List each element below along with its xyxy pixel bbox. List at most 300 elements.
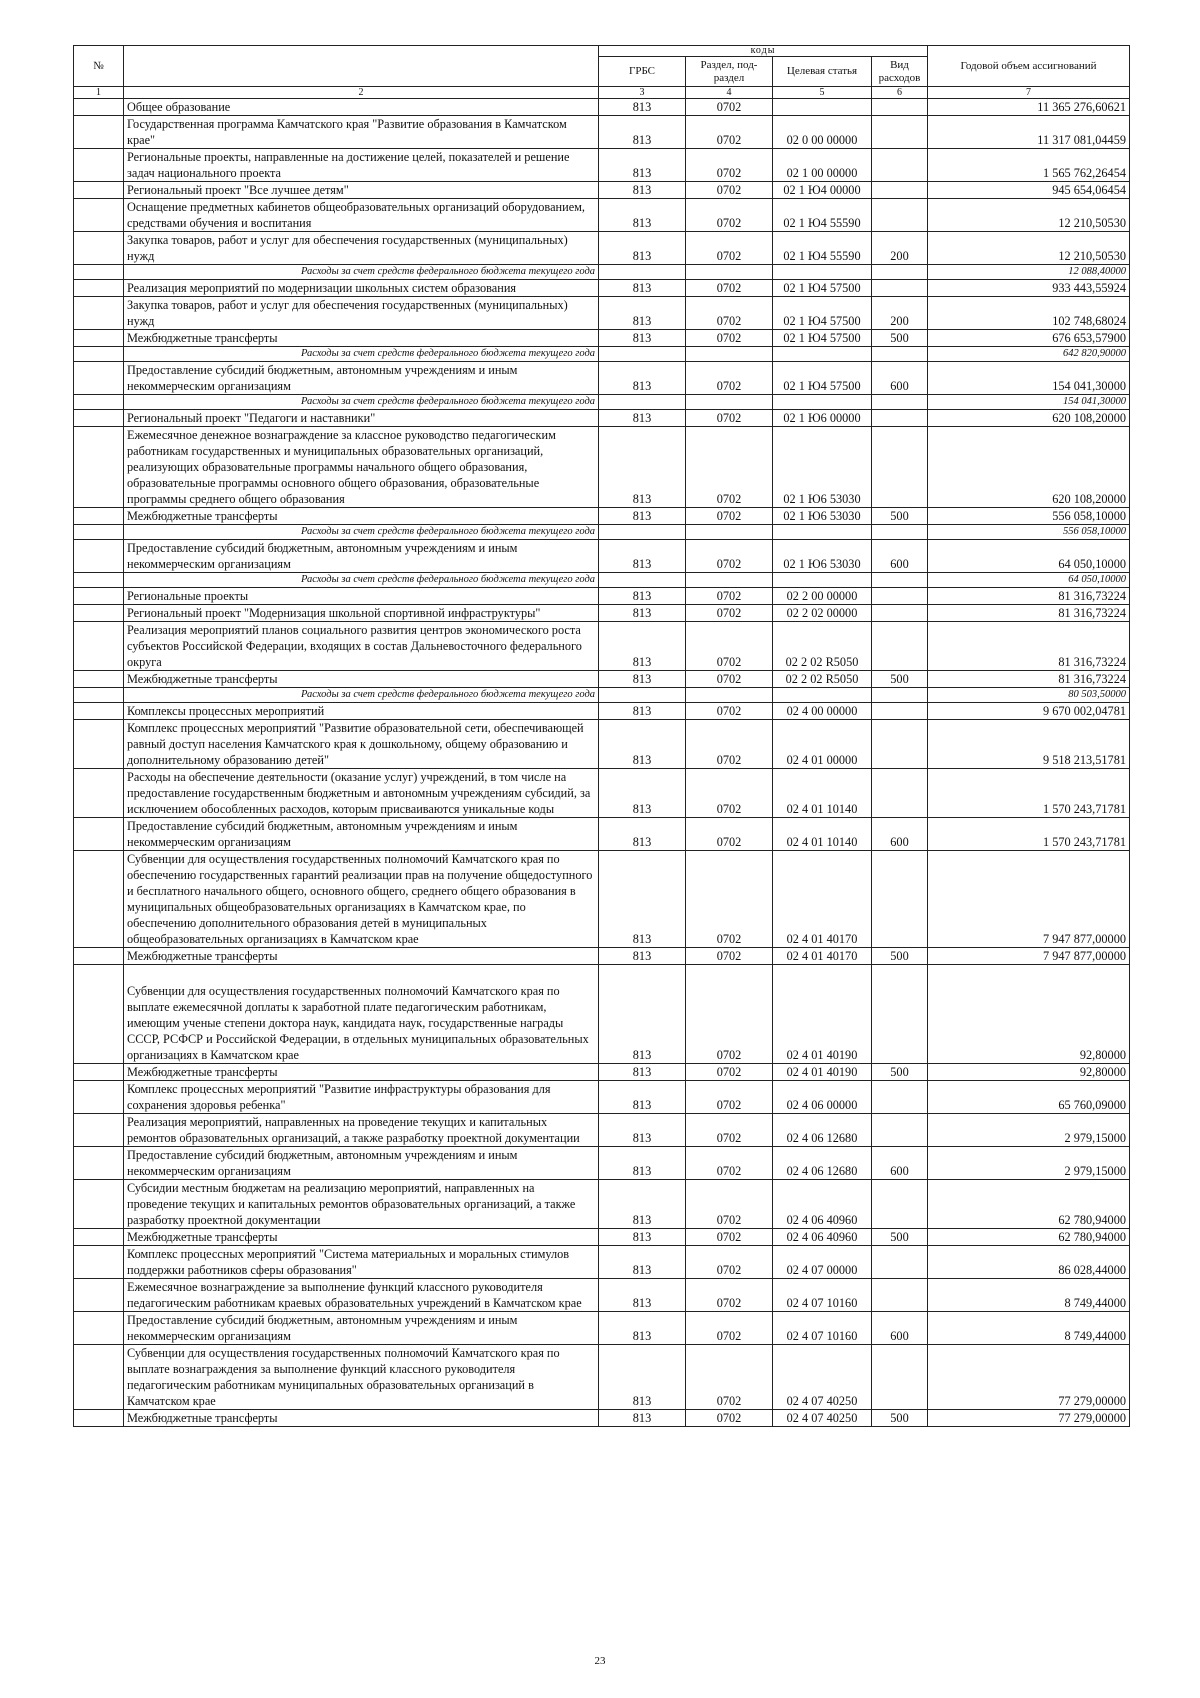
row-name-cell: Региональные проекты [124,588,599,605]
sum-cell: 64 050,10000 [928,573,1130,588]
razdel-cell: 0702 [686,1114,773,1147]
tselevaya-cell [773,347,872,362]
row-number-cell [74,1279,124,1312]
grbs-cell: 813 [599,1064,686,1081]
row-name-cell: Ежемесячное денежное вознаграждение за классное руководство педагогическим работникам государственных и муниципальных образовательных организаций, реализующих образовательные программы начального общего образования, образовательные программы основного общего образования, образовательные программы среднего общего образования [124,427,599,508]
tselevaya-cell: 02 4 01 40170 [773,851,872,948]
row-name-cell: Региональный проект "Все лучшее детям" [124,182,599,199]
vid-cell [872,688,928,703]
sum-cell: 9 670 002,04781 [928,703,1130,720]
row-number-cell [74,525,124,540]
sum-cell: 2 979,15000 [928,1114,1130,1147]
page-number: 23 [594,1655,606,1667]
table-row [74,622,1130,671]
vid-cell: 500 [872,330,928,347]
row-name-cell: Предоставление субсидий бюджетным, автономным учреждениям и иным некоммерческим организациям [124,1312,599,1345]
header-razdel: Раздел, под-раздел [686,57,773,87]
row-name-cell: Субсидии местным бюджетам на реализацию мероприятий, направленных на проведение текущих и капитальных ремонтов образовательных организаций, а также разработку проектной документации [124,1180,599,1229]
grbs-cell: 813 [599,149,686,182]
row-number-cell [74,622,124,671]
razdel-cell: 0702 [686,116,773,149]
vid-cell [872,149,928,182]
vid-cell [872,851,928,948]
tselevaya-cell: 02 0 00 00000 [773,116,872,149]
vid-cell: 600 [872,818,928,851]
razdel-cell: 0702 [686,851,773,948]
table-row [74,851,1130,948]
grbs-cell: 813 [599,508,686,525]
vid-cell: 500 [872,1064,928,1081]
vid-cell [872,588,928,605]
grbs-cell [599,688,686,703]
vid-cell: 500 [872,1410,928,1427]
grbs-cell: 813 [599,948,686,965]
row-name-cell: Комплекс процессных мероприятий "Развитие образовательной сети, обеспечивающей равный доступ населения Камчатского края к дошкольному, общему образованию и дополнительному образованию детей" [124,720,599,769]
razdel-cell: 0702 [686,965,773,1064]
razdel-cell [686,525,773,540]
table-row [74,280,1130,297]
razdel-cell: 0702 [686,818,773,851]
sum-cell: 62 780,94000 [928,1180,1130,1229]
vid-cell: 200 [872,232,928,265]
row-name-cell: Реализация мероприятий, направленных на проведение текущих и капитальных ремонтов образовательных организаций, а также разработку проектной документации [124,1114,599,1147]
grbs-cell: 813 [599,851,686,948]
grbs-cell: 813 [599,116,686,149]
sum-cell: 154 041,30000 [928,362,1130,395]
grbs-cell: 813 [599,965,686,1064]
row-number-cell [74,573,124,588]
tselevaya-cell: 02 4 01 10140 [773,818,872,851]
tselevaya-cell [773,525,872,540]
vid-cell [872,1246,928,1279]
sum-cell: 556 058,10000 [928,525,1130,540]
grbs-cell: 813 [599,622,686,671]
razdel-cell: 0702 [686,1180,773,1229]
table-header [74,46,1130,99]
tselevaya-cell: 02 4 01 40170 [773,948,872,965]
row-name-cell: Субвенции для осуществления государственных полномочий Камчатского края по выплате вознаграждения за выполнение функций классного руководителя педагогическим работникам муниципальных образовательных организаций в Камчатском крае [124,1345,599,1410]
row-name-cell: Региональные проекты, направленные на достижение целей, показателей и решение задач национального проекта [124,149,599,182]
tselevaya-cell: 02 4 00 00000 [773,703,872,720]
tselevaya-cell: 02 2 02 R5050 [773,622,872,671]
tselevaya-cell: 02 4 06 40960 [773,1180,872,1229]
vid-cell: 500 [872,1229,928,1246]
grbs-cell: 813 [599,588,686,605]
column-number: 5 [773,87,872,99]
tselevaya-cell: 02 1 00 00000 [773,149,872,182]
grbs-cell: 813 [599,1229,686,1246]
sum-cell: 154 041,30000 [928,395,1130,410]
row-name-cell: Межбюджетные трансферты [124,1229,599,1246]
tselevaya-cell: 02 4 07 00000 [773,1246,872,1279]
sum-cell: 1 565 762,26454 [928,149,1130,182]
column-number: 7 [928,87,1130,99]
column-number-row [74,87,1130,99]
tselevaya-cell: 02 1 Ю4 55590 [773,199,872,232]
grbs-cell [599,347,686,362]
vid-cell [872,573,928,588]
row-name-cell: Закупка товаров, работ и услуг для обеспечения государственных (муниципальных) нужд [124,232,599,265]
budget-sheet [73,45,1129,1427]
row-number-cell [74,703,124,720]
row-name-cell: Межбюджетные трансферты [124,1064,599,1081]
row-name-cell: Ежемесячное вознаграждение за выполнение функций классного руководителя педагогическим работникам краевых образовательных учреждений в Камчатском крае [124,1279,599,1312]
row-name-cell: Предоставление субсидий бюджетным, автономным учреждениям и иным некоммерческим организациям [124,540,599,573]
row-number-cell [74,1246,124,1279]
vid-cell [872,703,928,720]
table-row [74,948,1130,965]
row-name-cell: Субвенции для осуществления государственных полномочий Камчатского края по обеспечению государственных гарантий реализации прав на получение общедоступного и бесплатного начального общего, основного общего, среднего общего образования в муниципальных общеобразовательных организациях в Камчатском крае, по обеспечению дополнительного образования детей в муниципальных общеобразовательных организациях в Камчатском крае [124,851,599,948]
row-number-cell [74,588,124,605]
razdel-cell: 0702 [686,232,773,265]
razdel-cell: 0702 [686,948,773,965]
row-number-cell [74,280,124,297]
column-number: 3 [599,87,686,99]
row-name-cell: Расходы за счет средств федерального бюджета текущего года [124,395,599,410]
vid-cell: 200 [872,297,928,330]
sum-cell: 64 050,10000 [928,540,1130,573]
razdel-cell: 0702 [686,99,773,116]
row-number-cell [74,199,124,232]
row-number-cell [74,99,124,116]
table-row [74,1229,1130,1246]
table-row [74,410,1130,427]
razdel-cell: 0702 [686,703,773,720]
tselevaya-cell: 02 1 Ю4 00000 [773,182,872,199]
vid-cell [872,965,928,1064]
header-name [124,46,599,87]
row-name-cell: Расходы за счет средств федерального бюджета текущего года [124,573,599,588]
table-row [74,720,1130,769]
vid-cell [872,1081,928,1114]
vid-cell [872,182,928,199]
razdel-cell: 0702 [686,297,773,330]
grbs-cell: 813 [599,362,686,395]
vid-cell: 600 [872,1312,928,1345]
razdel-cell [686,395,773,410]
header-tselevaya: Целевая статья [773,57,872,87]
razdel-cell: 0702 [686,427,773,508]
grbs-cell: 813 [599,769,686,818]
row-number-cell [74,1410,124,1427]
row-name-cell: Реализация мероприятий планов социального развития центров экономического роста субъектов Российской Федерации, входящих в состав Дальневосточного федерального округа [124,622,599,671]
column-number: 2 [124,87,599,99]
vid-cell [872,265,928,280]
sum-cell: 86 028,44000 [928,1246,1130,1279]
sum-cell: 1 570 243,71781 [928,818,1130,851]
razdel-cell: 0702 [686,671,773,688]
vid-cell: 600 [872,1147,928,1180]
table-row [74,605,1130,622]
sum-cell: 620 108,20000 [928,410,1130,427]
vid-cell [872,605,928,622]
tselevaya-cell: 02 1 Ю4 57500 [773,297,872,330]
row-name-cell: Межбюджетные трансферты [124,671,599,688]
tselevaya-cell: 02 4 07 40250 [773,1345,872,1410]
razdel-cell: 0702 [686,540,773,573]
vid-cell: 500 [872,671,928,688]
table-row [74,116,1130,149]
column-number: 4 [686,87,773,99]
row-number-cell [74,1114,124,1147]
tselevaya-cell: 02 4 06 12680 [773,1114,872,1147]
sum-cell: 92,80000 [928,1064,1130,1081]
grbs-cell: 813 [599,330,686,347]
table-row [74,1279,1130,1312]
table-row [74,703,1130,720]
grbs-cell: 813 [599,1279,686,1312]
column-number: 6 [872,87,928,99]
grbs-cell: 813 [599,671,686,688]
header-grbs: ГРБС [599,57,686,87]
row-number-cell [74,688,124,703]
row-name-cell: Комплекс процессных мероприятий "Развитие инфраструктуры образования для сохранения здоровья ребенка" [124,1081,599,1114]
razdel-cell [686,573,773,588]
row-number-cell [74,1345,124,1410]
grbs-cell: 813 [599,99,686,116]
grbs-cell: 813 [599,1081,686,1114]
row-number-cell [74,769,124,818]
tselevaya-cell [773,99,872,116]
row-name-cell: Расходы за счет средств федерального бюджета текущего года [124,688,599,703]
tselevaya-cell: 02 4 01 40190 [773,1064,872,1081]
row-name-cell: Межбюджетные трансферты [124,508,599,525]
table-row [74,149,1130,182]
row-name-cell: Предоставление субсидий бюджетным, автономным учреждениям и иным некоммерческим организациям [124,1147,599,1180]
razdel-cell: 0702 [686,769,773,818]
sum-cell: 11 317 081,04459 [928,116,1130,149]
sum-cell: 102 748,68024 [928,297,1130,330]
grbs-cell: 813 [599,605,686,622]
vid-cell [872,99,928,116]
table-row [74,508,1130,525]
table-row [74,671,1130,688]
table-row [74,232,1130,265]
razdel-cell: 0702 [686,1312,773,1345]
row-number-cell [74,818,124,851]
sum-cell: 65 760,09000 [928,1081,1130,1114]
row-name-cell: Государственная программа Камчатского края "Развитие образования в Камчатском крае" [124,116,599,149]
grbs-cell: 813 [599,280,686,297]
vid-cell: 600 [872,362,928,395]
table-row [74,297,1130,330]
sum-cell: 676 653,57900 [928,330,1130,347]
sum-cell: 77 279,00000 [928,1345,1130,1410]
vid-cell [872,1279,928,1312]
razdel-cell: 0702 [686,1246,773,1279]
sum-cell: 8 749,44000 [928,1279,1130,1312]
sum-cell: 81 316,73224 [928,588,1130,605]
sum-cell: 9 518 213,51781 [928,720,1130,769]
table-row [74,588,1130,605]
sum-cell: 1 570 243,71781 [928,769,1130,818]
table-row [74,1410,1130,1427]
table-row [74,182,1130,199]
row-name-cell: Расходы на обеспечение деятельности (оказание услуг) учреждений, в том числе на предоставление государственным бюджетным и автономным учреждениям субсидий, за исключением обособленных расходов, которым присваиваются уникальные коды [124,769,599,818]
razdel-cell: 0702 [686,362,773,395]
tselevaya-cell: 02 4 07 40250 [773,1410,872,1427]
grbs-cell [599,573,686,588]
sum-cell: 12 088,40000 [928,265,1130,280]
row-number-cell [74,1229,124,1246]
razdel-cell: 0702 [686,149,773,182]
grbs-cell: 813 [599,1147,686,1180]
razdel-cell: 0702 [686,1410,773,1427]
razdel-cell [686,265,773,280]
vid-cell [872,116,928,149]
sum-cell: 81 316,73224 [928,671,1130,688]
row-name-cell: Оснащение предметных кабинетов общеобразовательных организаций оборудованием, средствами обучения и воспитания [124,199,599,232]
tselevaya-cell: 02 1 Ю6 53030 [773,427,872,508]
sum-cell: 92,80000 [928,965,1130,1064]
federal-funds-row [74,573,1130,588]
vid-cell [872,622,928,671]
row-number-cell [74,265,124,280]
grbs-cell: 813 [599,540,686,573]
tselevaya-cell: 02 4 01 10140 [773,769,872,818]
razdel-cell: 0702 [686,280,773,297]
federal-funds-row [74,525,1130,540]
table-row [74,818,1130,851]
federal-funds-row [74,395,1130,410]
row-number-cell [74,427,124,508]
vid-cell [872,347,928,362]
row-number-cell [74,182,124,199]
vid-cell [872,1180,928,1229]
razdel-cell: 0702 [686,1279,773,1312]
table-row [74,99,1130,116]
grbs-cell: 813 [599,1114,686,1147]
tselevaya-cell: 02 4 06 00000 [773,1081,872,1114]
row-name-cell: Межбюджетные трансферты [124,1410,599,1427]
sum-cell: 2 979,15000 [928,1147,1130,1180]
razdel-cell: 0702 [686,1081,773,1114]
sum-cell: 7 947 877,00000 [928,948,1130,965]
row-number-cell [74,671,124,688]
grbs-cell: 813 [599,199,686,232]
tselevaya-cell: 02 4 06 40960 [773,1229,872,1246]
row-number-cell [74,720,124,769]
table-row [74,1180,1130,1229]
row-number-cell [74,330,124,347]
row-name-cell: Реализация мероприятий по модернизации школьных систем образования [124,280,599,297]
razdel-cell: 0702 [686,508,773,525]
vid-cell [872,1345,928,1410]
federal-funds-row [74,265,1130,280]
grbs-cell: 813 [599,297,686,330]
razdel-cell: 0702 [686,622,773,671]
row-name-cell: Общее образование [124,99,599,116]
header-vid: Вид расходов [872,57,928,87]
tselevaya-cell: 02 4 07 10160 [773,1312,872,1345]
grbs-cell: 813 [599,1410,686,1427]
table-row [74,1064,1130,1081]
row-name-cell: Закупка товаров, работ и услуг для обеспечения государственных (муниципальных) нужд [124,297,599,330]
tselevaya-cell: 02 1 Ю4 57500 [773,330,872,347]
tselevaya-cell [773,395,872,410]
header-kody: коды [599,46,928,57]
row-number-cell [74,395,124,410]
row-number-cell [74,965,124,1064]
sum-cell: 8 749,44000 [928,1312,1130,1345]
tselevaya-cell: 02 1 Ю4 55590 [773,232,872,265]
sum-cell: 7 947 877,00000 [928,851,1130,948]
row-number-cell [74,1064,124,1081]
table-row [74,1147,1130,1180]
grbs-cell: 813 [599,427,686,508]
vid-cell: 500 [872,508,928,525]
row-name-cell: Комплексы процессных мероприятий [124,703,599,720]
table-row [74,330,1130,347]
row-number-cell [74,297,124,330]
razdel-cell: 0702 [686,588,773,605]
grbs-cell: 813 [599,818,686,851]
sum-cell: 556 058,10000 [928,508,1130,525]
grbs-cell: 813 [599,1180,686,1229]
budget-table [73,45,1130,1427]
tselevaya-cell: 02 2 02 00000 [773,605,872,622]
razdel-cell: 0702 [686,1147,773,1180]
tselevaya-cell: 02 1 Ю4 57500 [773,362,872,395]
table-body [74,99,1130,1427]
grbs-cell: 813 [599,182,686,199]
row-number-cell [74,508,124,525]
grbs-cell [599,525,686,540]
header-objem: Годовой объем ассигнований [928,46,1130,87]
table-row [74,540,1130,573]
razdel-cell: 0702 [686,1064,773,1081]
razdel-cell: 0702 [686,410,773,427]
vid-cell [872,410,928,427]
table-row [74,427,1130,508]
razdel-cell: 0702 [686,1229,773,1246]
table-row [74,1312,1130,1345]
razdel-cell: 0702 [686,199,773,232]
grbs-cell: 813 [599,703,686,720]
table-row [74,199,1130,232]
table-row [74,1345,1130,1410]
razdel-cell [686,688,773,703]
row-number-cell [74,232,124,265]
tselevaya-cell: 02 1 Ю6 53030 [773,508,872,525]
razdel-cell: 0702 [686,605,773,622]
table-row [74,362,1130,395]
row-name-cell: Межбюджетные трансферты [124,948,599,965]
row-number-cell [74,851,124,948]
tselevaya-cell [773,573,872,588]
row-name-cell: Комплекс процессных мероприятий "Система материальных и моральных стимулов поддержки работников сферы образования" [124,1246,599,1279]
row-name-cell: Расходы за счет средств федерального бюджета текущего года [124,347,599,362]
sum-cell: 12 210,50530 [928,199,1130,232]
federal-funds-row [74,347,1130,362]
vid-cell [872,1114,928,1147]
tselevaya-cell: 02 4 06 12680 [773,1147,872,1180]
sum-cell: 620 108,20000 [928,427,1130,508]
tselevaya-cell: 02 2 02 R5050 [773,671,872,688]
razdel-cell: 0702 [686,1345,773,1410]
sum-cell: 11 365 276,60621 [928,99,1130,116]
grbs-cell: 813 [599,410,686,427]
sum-cell: 642 820,90000 [928,347,1130,362]
vid-cell [872,769,928,818]
vid-cell: 500 [872,948,928,965]
vid-cell [872,199,928,232]
row-name-cell: Расходы за счет средств федерального бюджета текущего года [124,265,599,280]
sum-cell: 945 654,06454 [928,182,1130,199]
row-number-cell [74,605,124,622]
row-number-cell [74,1180,124,1229]
razdel-cell: 0702 [686,182,773,199]
